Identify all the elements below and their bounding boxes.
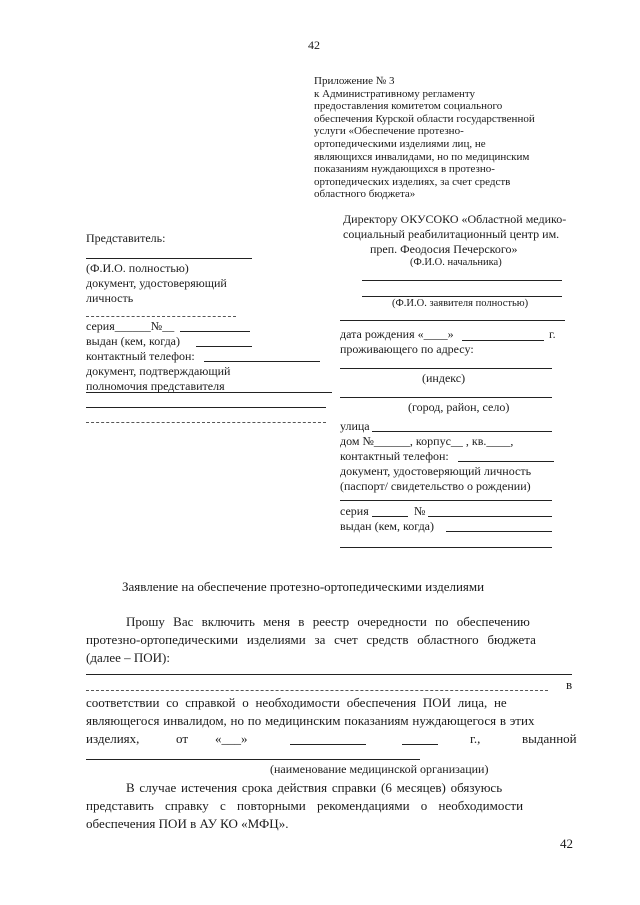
para2-word-vydannoy: выданной	[522, 731, 577, 746]
representative-title: Представитель:	[86, 231, 166, 245]
street-label: улица	[340, 419, 370, 433]
appendix-line: являющихся инвалидами, но по медицинским	[314, 150, 530, 163]
representative-series-number: серия______№__	[86, 319, 175, 333]
med-org-line	[86, 759, 420, 760]
representative-authority-doc-1: документ, подтверждающий	[86, 364, 231, 378]
applicant-issued-label: выдан (кем, когда)	[340, 519, 435, 533]
index-caption: (индекс)	[422, 371, 466, 385]
appendix-line: к Административному регламенту	[314, 87, 476, 100]
representative-number-line	[180, 331, 250, 332]
appendix-line: обеспечения Курской области государственной	[314, 112, 535, 125]
para1-line1: Прошу Вас включить меня в реестр очередности по обеспечению	[126, 614, 530, 629]
city-caption: (город, район, село)	[408, 400, 510, 414]
appendix-line: областного бюджета»	[314, 188, 416, 201]
index-line	[340, 368, 552, 369]
applicant-issued-line	[446, 531, 552, 532]
applicant-issued-line-2	[340, 547, 552, 548]
representative-authority-line-1	[86, 392, 332, 393]
para1-line2: протезно-ортопедическими изделиями за счет средств областного бюджета	[86, 632, 536, 647]
addressee-line-3: преп. Феодосия Печерского»	[370, 242, 518, 256]
applicant-id-doc-line	[340, 500, 552, 501]
city-line	[340, 397, 552, 398]
representative-issued-label: выдан (кем, когда)	[86, 334, 181, 348]
para2-word-izdeliyah: изделиях,	[86, 731, 140, 746]
para3-line2: представить справку с повторными рекомендациями о необходимости	[86, 798, 524, 813]
appendix-line: предоставления комитетом социального	[314, 100, 503, 113]
representative-authority-line-3	[86, 422, 326, 423]
para3-line1: В случае истечения срока действия справки (6 месяцев) обязуюсь	[126, 780, 503, 795]
appendix-block	[314, 75, 535, 201]
street-line	[372, 431, 552, 432]
director-name-line	[362, 280, 562, 281]
dob-year-suffix: г.	[549, 327, 556, 341]
representative-id-doc-line	[86, 316, 236, 317]
med-org-caption: (наименование медицинской организации)	[270, 762, 489, 776]
applicant-name-line-1	[362, 296, 562, 297]
dob-line	[462, 340, 544, 341]
fio-applicant-caption: (Ф.И.О. заявителя полностью)	[392, 298, 529, 309]
house-label: дом №______, корпус__ , кв.____,	[340, 434, 514, 448]
page-number-top: 42	[308, 38, 320, 52]
addressee-line-1: Директору ОКУСОКО «Областной медико-	[343, 212, 567, 226]
v-letter: в	[566, 677, 573, 692]
para3-line3: обеспечения ПОИ в АУ КО «МФЦ».	[86, 816, 289, 831]
para2-line2: являющегося инвалидом, но по медицинским показаниям нуждающегося в этих	[86, 713, 535, 728]
applicant-number-line	[428, 516, 552, 517]
applicant-number-label: №	[414, 504, 426, 518]
applicant-series-label: серия	[340, 504, 369, 518]
representative-phone-label: контактный телефон:	[86, 349, 195, 363]
para1-line3: (далее – ПОИ):	[86, 650, 170, 665]
para2-date-quotes: «___»	[215, 731, 248, 746]
applicant-phone-label: контактный телефон:	[340, 449, 449, 463]
appendix-line: услуги «Обеспечение протезно-	[314, 125, 464, 138]
dob-label: дата рождения «____»	[340, 327, 454, 341]
representative-fio-caption: (Ф.И.О. полностью)	[86, 261, 189, 275]
fio-director-caption: (Ф.И.О. начальника)	[410, 257, 502, 268]
representative-authority-doc-2: полномочия представителя	[86, 379, 225, 393]
representative-id-doc-label-1: документ, удостоверяющий	[86, 276, 227, 290]
appendix-line: показаниям нуждающихся в протезно-	[314, 163, 495, 176]
representative-name-line	[86, 258, 252, 259]
para2-date-line-2	[402, 744, 438, 745]
appendix-line: ортопедических изделиях, за счет средств	[314, 175, 511, 188]
statement-title: Заявление на обеспечение протезно-ортопедическими изделиями	[122, 579, 485, 594]
para2-word-ot: от	[176, 731, 189, 746]
applicant-name-line-2	[340, 320, 565, 321]
para2-year-suffix: г.,	[470, 731, 481, 746]
representative-authority-line-2	[86, 407, 326, 408]
representative-phone-line	[204, 361, 320, 362]
representative-issued-line	[196, 346, 252, 347]
representative-id-doc-label-2: личность	[86, 291, 134, 305]
residing-label: проживающего по адресу:	[340, 342, 474, 356]
addressee-line-2: социальный реабилитационный центр им.	[343, 227, 560, 241]
para2-date-line-1	[290, 744, 366, 745]
applicant-phone-line	[458, 461, 554, 462]
poi-line-2	[86, 690, 548, 691]
page-number-bottom: 42	[560, 836, 573, 851]
appendix-line: ортопедическими изделиями лиц, не	[314, 137, 486, 150]
poi-line-1	[86, 674, 572, 675]
appendix-line: Приложение № 3	[314, 75, 395, 87]
para2-line1: соответствии со справкой о необходимости обеспечения ПОИ лица, не	[86, 695, 507, 710]
applicant-id-doc-label: документ, удостоверяющий личность	[340, 464, 532, 478]
applicant-id-doc-caption: (паспорт/ свидетельство о рождении)	[340, 479, 531, 493]
applicant-series-line	[372, 516, 408, 517]
